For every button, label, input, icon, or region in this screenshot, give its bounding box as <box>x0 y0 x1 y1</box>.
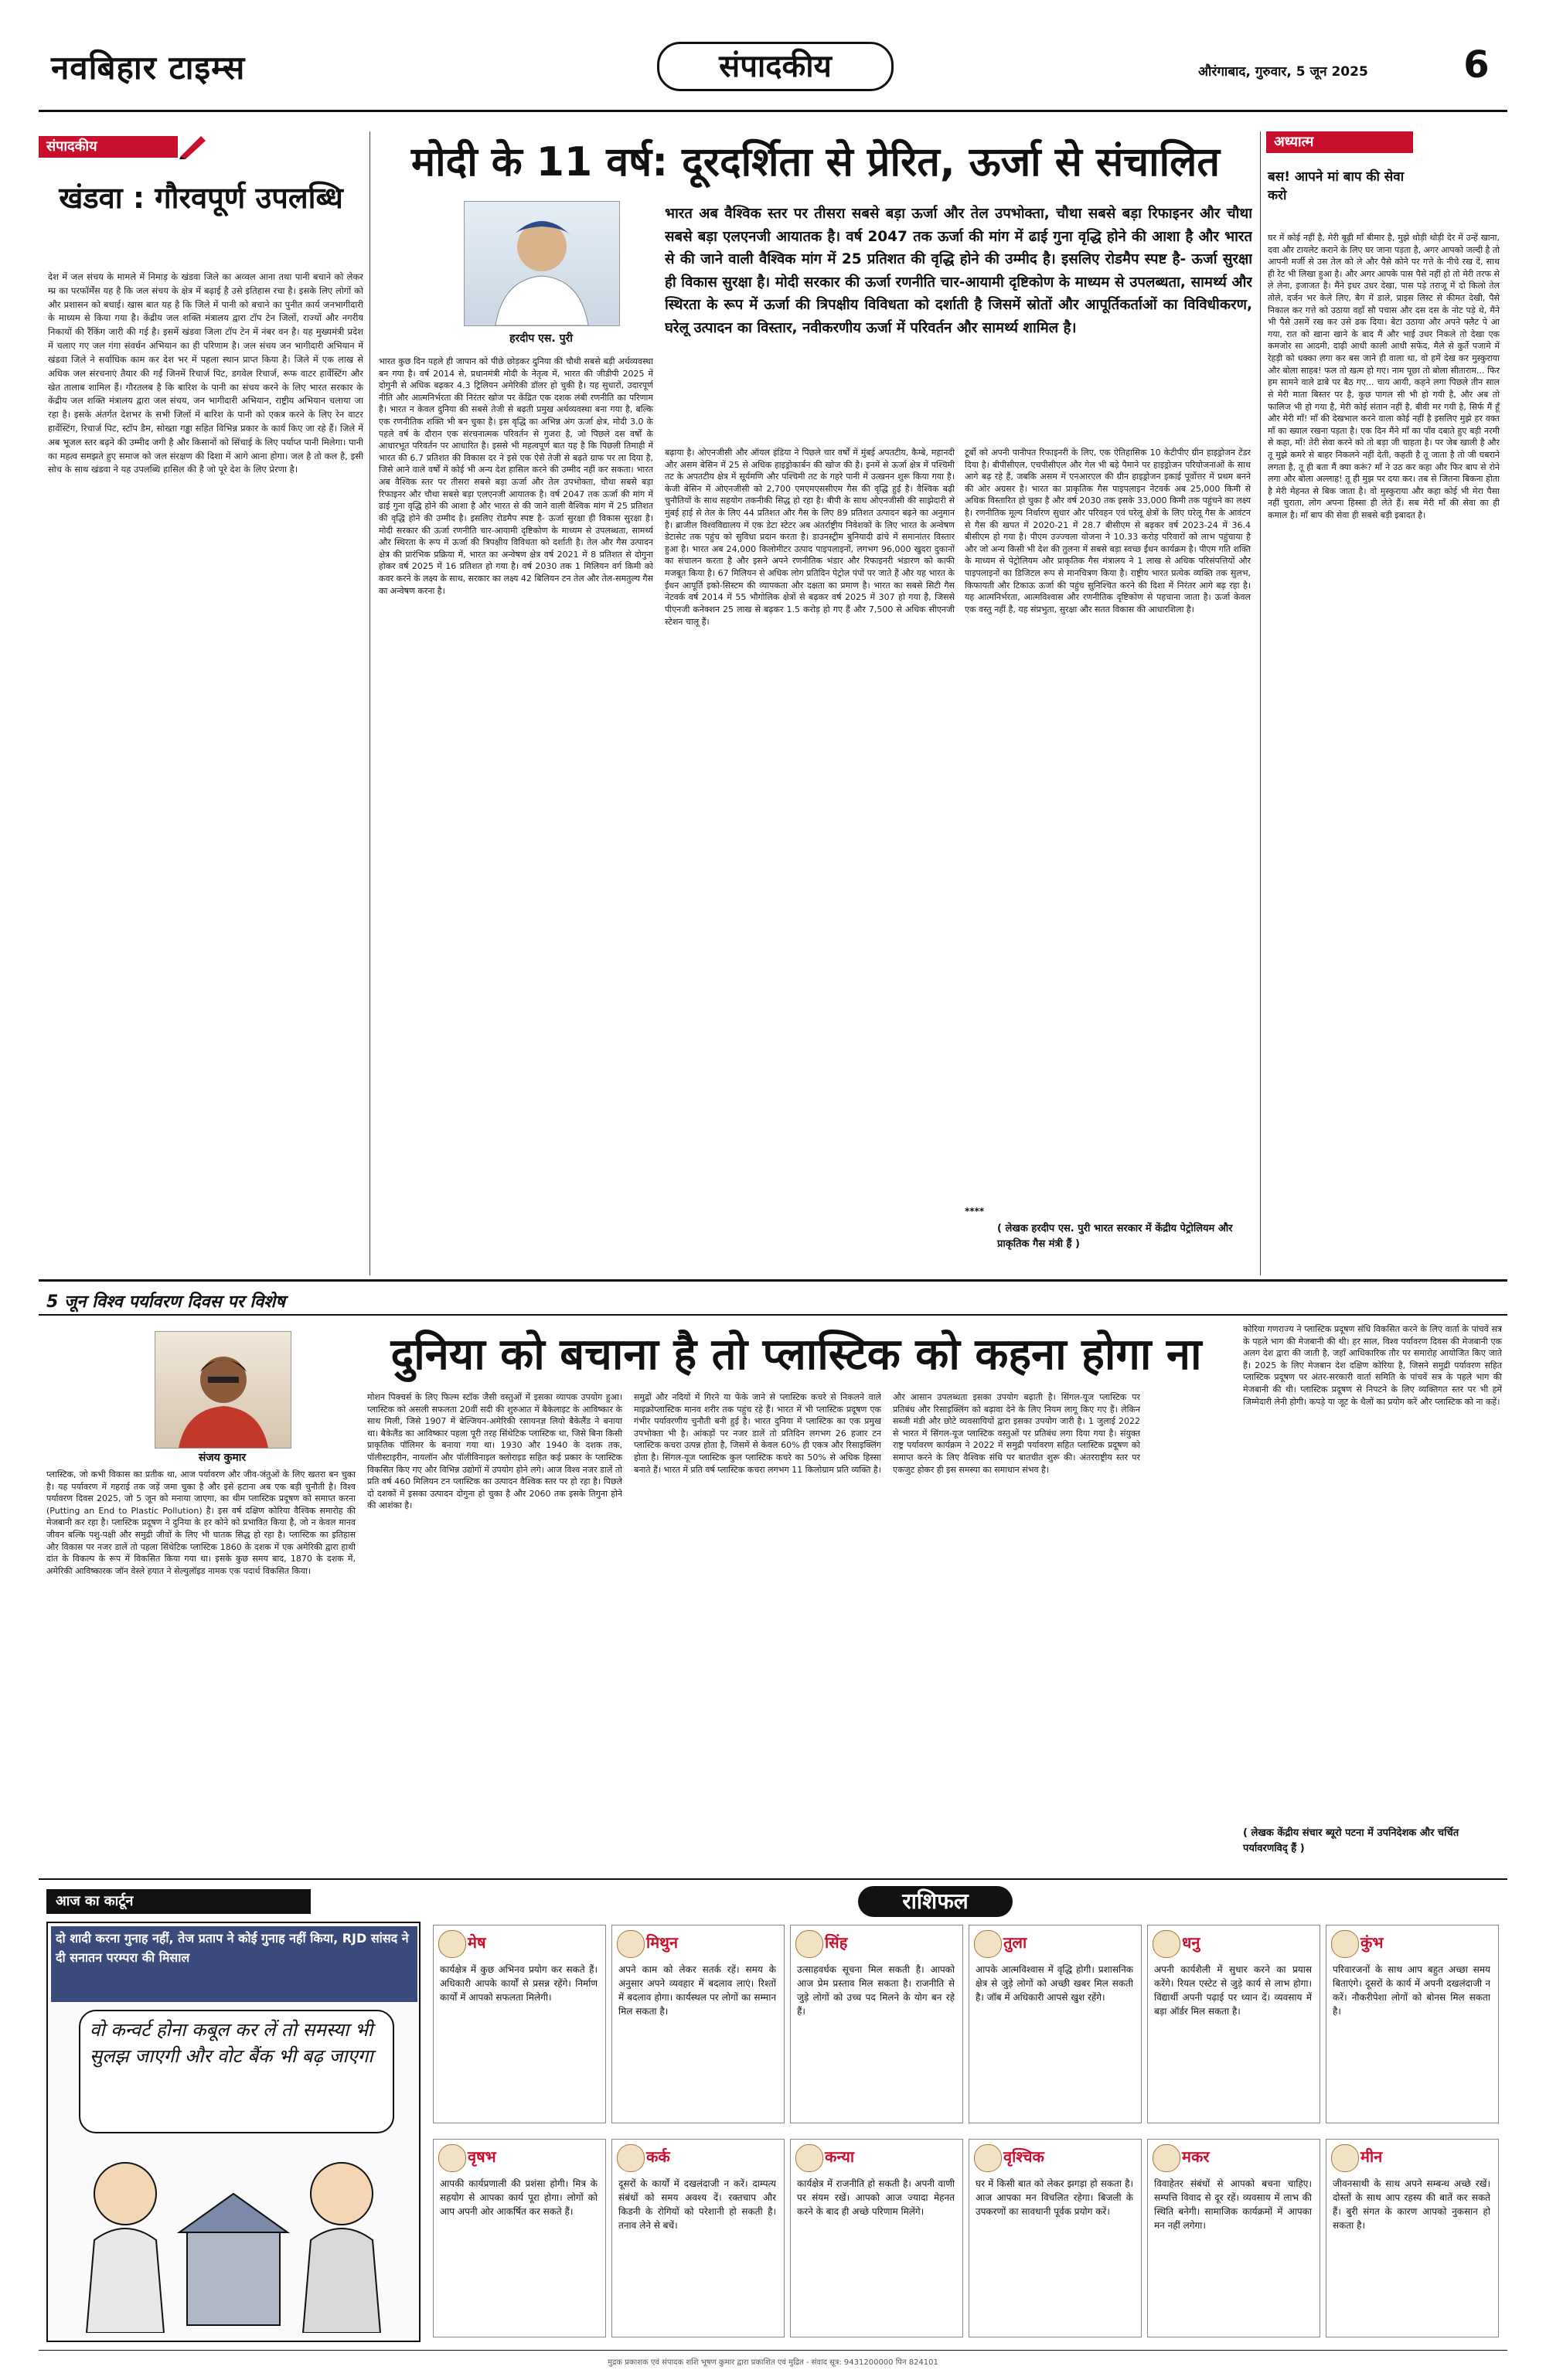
zodiac-text: विवाहेतर संबंधों से आपको बचना चाहिए। सम्पत्ति विवाद से दूर रहें। व्यवसाय में लाभ की स्थिति बनेगी। सामाजिक कार्यक्रमों में आपका मन नहीं लगेगा। <box>1154 2178 1312 2231</box>
horoscope-title: राशिफल <box>858 1886 1013 1917</box>
zodiac-name: मकर <box>1182 2147 1210 2166</box>
zodiac-name: मीन <box>1360 2147 1383 2166</box>
zodiac-icon <box>974 1930 1002 1958</box>
env-author-photo <box>155 1331 291 1449</box>
spiritual-headline: बस! आपने मां बाप की सेवा करो <box>1268 169 1405 203</box>
lead-author-note: ( लेखक हरदीप एस. पुरी भारत सरकार में केंद्रीय पेट्रोलियम और प्राकृतिक गैस मंत्री हैं ) <box>997 1223 1233 1250</box>
zodiac-text: कार्यक्षेत्र में कुछ अभिनव प्रयोग कर सकते हैं। अधिकारी आपके कार्यों से प्रसन्न रहेंगे। निर्माण कार्यों में आपको सफलता मिलेगी। <box>440 1964 598 2003</box>
horoscope-box <box>969 1925 1142 2123</box>
horoscope-box <box>790 1925 963 2123</box>
masthead <box>39 31 1507 108</box>
zodiac-text: आपकी कार्यप्रणाली की प्रशंसा होगी। मित्र के सहयोग से आपका कार्य पूरा होगा। लोगों को आप अपनी ओर आकर्षित कर सकते हैं। <box>440 2178 598 2217</box>
zodiac-icon <box>617 2144 645 2172</box>
zodiac-name: वृषभ <box>468 2147 496 2166</box>
horoscope-box <box>1326 2139 1499 2337</box>
zodiac-text: दूसरों के कार्यों में दखलंदाजी न करें। दाम्पत्य संबंधों को समय अवश्य दें। रक्तचाप और किडनी के रोगियों को परेशानी हो सकती है। तनाव लेने से बचें। <box>618 2178 776 2231</box>
lead-col-1: भारत कुछ दिन पहले ही जापान को पीछे छोड़कर दुनिया की चौथी सबसे बड़ी अर्थव्यवस्था बन गया है। वर्ष 2014 से, प्रधानमंत्री मोदी के नेतृत्व में, भारत की जीडीपी 2025 में दोगुनी से अधिक बढ़कर 4.3 ट्रिलियन अमेरिकी डॉलर हो चुकी है। यह सुधारों, उदारपूर्ण नीति और आत्मनिर्भरता की निरंतर खोज पर केंद्रित एक दशक लंबी रणनीति का परिणाम है। भारत न केवल दुनिया की सबसे तेजी से बढ़ती प्रमुख अर्थव्यवस्था बना गया है, बल्कि एक रणनीतिक शक्ति भी बन चुका है। इस वृद्धि का अभिन्न अंग ऊर्जा क्षेत्र, मोदी 3.0 के पहले वर्ष के दौरान एक संरचनात्मक परिवर्तन से गुजरा है, जो पिछले दस वर्षों के आधारभूत परिवर्तन पर आधारित है। इससे भी महत्वपूर्ण बात यह है कि पिछली तिमाही में भारत की 6.7 प्रतिशत की विकास दर ने इसे एक ऐसे तेजी से बढ़ते ग्राफ पर ला दिया है, जिसे आने वाले वर्षों में कोई भी अन्य देश हासिल करने की उम्मीद नहीं कर सकता। भारत अब वैश्विक स्तर पर तीसरा सबसे बड़ा ऊर्जा और तेल उपभोक्ता, चौथा सबसे बड़ा रिफाइनर और चौथा सबसे बड़ा एलएनजी आयातक है। वर्ष 2047 तक ऊर्जा की मांग में ढाई गुना वृद्धि होने की आशा है और भारत से की जाने वाली वैश्विक मांग में 25 प्रतिशत की वृद्धि होने की उम्मीद है। इसलिए रोडमैप स्पष्ट है- ऊर्जा सुरक्षा ही विकास सुरक्षा है। मोदी सरकार की ऊर्जा रणनीति चार-आयामी दृष्टिकोण के माध्यम से उपलब्धता, सामर्थ्य और स्थिरता के रूप में ऊर्जा की त्रिपक्षीय विविधता को दर्शाती है। तेल और गैस उत्पादन क्षेत्र की प्रारंभिक प्रक्रिया में, भारत का अन्वेषण क्षेत्र वर्ष 2021 में 8 प्रतिशत से दोगुना होकर वर्ष 2025 में 16 प्रतिशत हो गया है। वर्ष 2030 तक 1 मिलियन वर्ग किमी को कवर करने के लक्ष्य के साथ, सरकार का लक्ष्य 42 बिलियन टन तेल और तेल-समतुल्य गैस का अन्वेषण करना है। <box>379 356 653 596</box>
horoscope-box <box>433 1925 606 2123</box>
horoscope-box <box>1326 1925 1499 2123</box>
zodiac-icon <box>1153 1930 1180 1958</box>
speech-bubble: वो कन्वर्ट होना कबूल कर लें तो समस्या भी सुलझ जाएगी और वोट बैंक भी बढ़ जाएगा <box>79 2010 394 2133</box>
zodiac-text: घर में किसी बात को लेकर झगड़ा हो सकता है। आज आपका मन विचलित रहेगा। बिजली के उपकरणों का सावधानी पूर्वक प्रयोग करें। <box>976 2178 1133 2217</box>
zodiac-name: वृश्चिक <box>1003 2147 1044 2166</box>
section-divider <box>39 1279 1507 1282</box>
env-col-4: और आसान उपलब्धता इसका उपयोग बढ़ाती है। सिंगल-यूज प्लास्टिक पर प्रतिबंध और रिसाइक्लिंग को बढ़ावा देने के लिए नियम लागू किए गए हैं। लेकिन सब्जी मंडी और छोटे व्यवसायियों द्वारा इसका उपयोग जारी है। 1 जुलाई 2022 से भारत में सिंगल-यूज प्लास्टिक वस्तुओं पर प्रतिबंध लगा दिया गया है। संयुक्त राष्ट्र पर्यावरण कार्यक्रम ने 2022 में समुद्री पर्यावरण सहित प्लास्टिक प्रदूषण को समाप्त करने के लिए वैश्विक संधि पर बातचीत शुरू की। अंतरराष्ट्रीय स्तर पर एकजुट होकर ही इस समस्या का समाधान संभव है। <box>893 1392 1140 1475</box>
zodiac-name: मिथुन <box>646 1933 679 1952</box>
zodiac-icon <box>1153 2144 1180 2172</box>
editorial-headline: खंडवा : गौरवपूर्ण उपलब्धि <box>59 181 343 215</box>
column-rule <box>369 131 370 1275</box>
cartoon-drawing <box>56 2140 411 2333</box>
cartoon-box <box>46 1922 421 2342</box>
footer-rule <box>39 2350 1507 2351</box>
zodiac-text: अपनी कार्यशैली में सुधार करने का प्रयास करेंगे। रियल एस्टेट से जुड़े कार्य से लाभ होगा। विद्यार्थी अपनी पढ़ाई पर ध्यान दें। व्यवसाय में बड़ा ऑर्डर मिल सकता है। <box>1154 1964 1312 2017</box>
editorial-tag: संपादकीय <box>39 136 178 158</box>
zodiac-icon <box>795 2144 823 2172</box>
lead-headline: मोदी के 11 वर्ष: दूरदर्शिता से प्रेरित, ऊर्जा से संचालित <box>411 139 1220 186</box>
cartoon-tag: आज का कार्टून <box>46 1889 311 1914</box>
env-col-3: समुद्रों और नदियों में गिरने या फेंके जाने से प्लास्टिक कचरे से निकलने वाले माइक्रोप्लास्टिक मानव शरीर तक पहुंच रहे हैं। भारत में भी प्लास्टिक प्रदूषण एक गंभीर पर्यावरणीय चुनौती बनी हुई है। भारत दुनिया में प्लास्टिक का एक प्रमुख उपभोक्ता भी है। आंकड़ों पर नजर डालें तो प्रतिदिन लगभग 26 हजार टन प्लास्टिक कचरा उत्पन्न होता है, जिसमें से केवल 60% ही एकत्र और रिसाइक्लिंग होता है। सिंगल-यूज प्लास्टिक कुल प्लास्टिक कचरे का 50% से अधिक हिस्सा बनाते हैं। भारत में प्रति वर्ष प्लास्टिक कचरा लगभग 11 किलोग्राम प्रति व्यक्ति है। <box>634 1392 881 1475</box>
horoscope-box <box>433 2139 606 2337</box>
horoscope-box <box>1147 2139 1320 2337</box>
zodiac-name: मेष <box>468 1933 486 1952</box>
zodiac-name: धनु <box>1182 1933 1200 1952</box>
zodiac-text: उत्साहवर्धक सूचना मिल सकती है। आपको आज प्रेम प्रस्ताव मिल सकता है। राजनीति से जुड़े लोगों को उच्च पद मिलने के योग बन रहे हैं। <box>797 1964 955 2017</box>
author-caption: हरदीप एस. पुरी <box>509 332 573 345</box>
horoscope-box <box>1147 1925 1320 2123</box>
env-headline: दुनिया को बचाना है तो प्लास्टिक को कहना होगा ना <box>390 1330 1202 1380</box>
zodiac-name: कन्या <box>825 2147 855 2166</box>
horoscope-grid <box>433 1925 1503 2342</box>
section-divider <box>39 1878 1507 1880</box>
zodiac-icon <box>617 1930 645 1958</box>
lead-standfirst: भारत अब वैश्विक स्तर पर तीसरा सबसे बड़ा ऊर्जा और तेल उपभोक्ता, चौथा सबसे बड़ा रिफाइनर और चौथा सबसे बड़ा एलएनजी आयातक है। वर्ष 2047 तक ऊर्जा की मांग में ढाई गुना वृद्धि होने की आशा है और भारत से की जाने वाली वैश्विक मांग में 25 प्रतिशत की वृद्धि होने की उम्मीद है। इसलिए रोडमैप स्पष्ट है- ऊर्जा सुरक्षा ही विकास सुरक्षा है। मोदी सरकार की ऊर्जा रणनीति चार-आयामी दृष्टिकोण के माध्यम से उपलब्धता, सामर्थ्य और स्थिरता के रूप में ऊर्जा की त्रिपक्षीय विविधता को दर्शाती है जिसमें स्रोतों और आपूर्तिकर्ताओं का विविधीकरण, घरेलू उत्पादन का विस्तार, नवीकरणीय ऊर्जा में परिवर्तन और सामर्थ्य शामिल है। <box>665 206 1252 336</box>
editorial-body: देश में जल संचय के मामले में निमाड़ के खंडवा जिले का अव्वल आना तथा पानी बचाने को लेकर म्प्र का परफॉर्मेंस यह है कि जल संचय के क्षेत्र में बढ़ाई है उसे इतिहास रचा है। इसके लिए लोगों को और प्रशासन को बधाई। खास बात यह है कि जिले में पानी को बचाने का पुनीत कार्य जनभागीदारी के माध्यम से किया गया है। केंद्रीय जल शक्ति मंत्रालय द्वारा टॉप टेन जिलों, राज्यों और नगरीय निकायों की रैंकिंग जारी की गई है। इसमें खंडवा जिला टॉप टेन में नंबर वन है। यह मुख्यमंत्री प्रदेश में चलाए गए जल गंगा संवर्धन अभियान का ही परिणाम है। जल संचय जन भागीदारी अभियान में खंडवा जिले ने सर्वाधिक काम कर देश भर में पहला स्थान प्राप्त किया है। जिले में एक लाख से अधिक जल संरचनाएं तैयार की गईं जिनमें रिचार्ज पिट, डगवेल रिचार्ज, रूफ वाटर हार्वेस्टिंग और खेत तालाब शामिल हैं। गौरतलब है कि बारिश के पानी का संचय करने के लिए भारत सरकार के केंद्रीय जल शक्ति मंत्रालय द्वारा जल संचय, जन भागीदारी अभियान, राष्ट्रीय अभियान चलाया जा रहा है। इसके अंतर्गत देशभर के सभी जिलों में बारिश के पानी को एकत्र करने के लिए रेन वाटर हार्वेस्टिंग, रिचार्ज पिट, स्टॉप डैम, सोख्ता गड्ढा सहित विभिन्न प्रकार के कार्य किए जा रहे हैं। जिले में अब भूजल स्तर बढ़ने की उम्मीद जगी है और किसानों को सिंचाई के लिए पर्याप्त पानी मिलेगा। पानी का महत्व समझते हुए समाज को जल संरक्षण की दिशा में आगे आना होगा। जल है तो कल है, इसी सोच के साथ खंडवा ने यह उपलब्धि हासिल की है जो पूरे देश के लिए प्रेरणा है। <box>48 271 363 475</box>
paper-name: नवबिहार टाइम्स <box>51 49 246 87</box>
page-number: 6 <box>1463 43 1490 87</box>
zodiac-icon <box>1331 2144 1359 2172</box>
env-col-2: मोशन पिक्चर्स के लिए फिल्म स्टॉक जैसी वस्तुओं में इसका व्यापक उपयोग हुआ। प्लास्टिक को असली सफलता 20वीं सदी की शुरुआत में बैकेलाइट के आविष्कार के साथ मिली, जिसे 1907 में बेल्जियन-अमेरिकी रसायनज्ञ लियो बैकेलैंड ने बनाया था। बैकेलैंड का आविष्कार पहला पूरी तरह सिंथेटिक प्लास्टिक था, जिसे बिना किसी प्राकृतिक पॉलिमर के बनाया गया था। 1930 और 1940 के दशक तक, पॉलीस्टाइरीन, नायलॉन और पॉलीविनाइल क्लोराइड सहित कई प्रकार के प्लास्टिक विकसित किए गए और विभिन्न उद्योगों में उपयोग होने लगे। आज विश्व नजर डालें तो प्रति वर्ष 460 मिलियन टन प्लास्टिक का उत्पादन वैश्विक स्तर पर हो रहा है। पिछले दो दशकों में इसका उत्पादन दोगुना हो चुका है और 2060 तक इसके तिगुना होने की आशंका है। <box>367 1392 622 1511</box>
zodiac-icon <box>1331 1930 1359 1958</box>
env-kicker: 5 जून विश्व पर्यावरण दिवस पर विशेष <box>46 1292 285 1312</box>
section-title: संपादकीय <box>657 42 894 91</box>
env-col-1: प्लास्टिक, जो कभी विकास का प्रतीक था, आज पर्यावरण और जीव-जंतुओं के लिए खतरा बन चुका है। यह पर्यावरण में गहराई तक जड़ें जमा चुका है और इसे हटाना अब एक बड़ी चुनौती है। विश्व पर्यावरण दिवस 2025, जो 5 जून को मनाया जाएगा, का थीम प्लास्टिक प्रदूषण को समाप्त करना (Putting an End to Plastic Pollution) है। इस वर्ष दक्षिण कोरिया वैश्विक समारोह की मेजबानी कर रहा है। प्लास्टिक प्रदूषण ने दुनिया के हर कोने को प्रभावित किया है, जो न केवल मानव जीवन बल्कि पशु-पक्षी और समुद्री जीवों के लिए भी घातक सिद्ध हो रहा है। प्लास्टिक का इतिहास और विकास पर नजर डालें तो पहला सिंथेटिक प्लास्टिक 1860 के दशक में एक अमेरिकी द्वारा हाथी दांत के विकल्प के रूप में विकसित किया गया था। इसके कुछ समय बाद, 1870 के दशक में, अमेरिकी आविष्कारक जॉन वेस्ले हयात ने सेल्युलॉइड नामक एक पदार्थ विकसित किया। <box>46 1469 356 1576</box>
zodiac-name: सिंह <box>825 1933 848 1952</box>
zodiac-icon <box>438 2144 466 2172</box>
zodiac-name: कर्क <box>646 2147 670 2166</box>
cartoon-banner: दो शादी करना गुनाह नहीं, तेज प्रताप ने कोई गुनाह नहीं किया, RJD सांसद ने दी सनातन परम्परा की मिसाल <box>51 1926 417 2002</box>
zodiac-text: आपके आत्मविश्वास में वृद्धि होगी। प्रशासनिक क्षेत्र से जुड़े लोगों को अच्छी खबर मिल सकती है। जॉब में अधिकारी आपसे खुश रहेंगे। <box>976 1964 1133 2003</box>
zodiac-icon <box>438 1930 466 1958</box>
zodiac-icon <box>974 2144 1002 2172</box>
env-author-note: ( लेखक केंद्रीय संचार ब्यूरो पटना में उपनिदेशक और चर्चित पर्यावरणविद् हैं ) <box>1243 1827 1459 1854</box>
env-author-caption: संजय कुमार <box>198 1452 247 1464</box>
masthead-divider <box>39 110 1507 112</box>
dateline: औरंगाबाद, गुरुवार, 5 जून 2025 <box>1198 64 1368 80</box>
spiritual-tag: अध्यात्म <box>1266 131 1413 153</box>
zodiac-text: अपने काम को लेकर सतर्क रहें। समय के अनुसार अपने व्यवहार में बदलाव लाएं। रिश्तों में बदलाव होगा। कार्यस्थल पर लोगों का सम्मान मिल सकता है। <box>618 1964 776 2017</box>
lead-signoff: **** <box>965 1206 985 1217</box>
footer-press-line: मुद्रक प्रकाशक एवं संपादक शशि भूषण कुमार द्वारा प्रकाशित एवं मुद्रित - संवाद सूत्र: 9431200000 पिन 824101 <box>608 2358 938 2367</box>
pen-icon <box>178 133 209 159</box>
horoscope-box <box>611 2139 785 2337</box>
kicker-underline <box>39 1314 1507 1316</box>
env-col-5: कोरिया गणराज्य ने प्लास्टिक प्रदूषण संधि विकसित करने के लिए वार्ता के पांचवें सत्र के पहले भाग की मेजबानी की थी। हर साल, विश्व पर्यावरण दिवस की मेजबानी एक अलग देश द्वारा की जाती है, जहाँ आधिकारिक तौर पर समारोह आयोजित किए जाते हैं। 2025 के लिए मेजबान देश दक्षिण कोरिया है, जिसने समुद्री पर्यावरण सहित प्लास्टिक प्रदूषण पर अंतर-सरकारी वार्ता समिति के पांचवें सत्र के पहले भाग की मेजबानी की थी। प्लास्टिक प्रदूषण से निपटने के लिए व्यक्तिगत स्तर पर भी हमें जिम्मेदारी लेनी होगी। कपड़े या जूट के थैलों का प्रयोग करें और प्लास्टिक को ना कहें। <box>1243 1324 1502 1407</box>
zodiac-name: तुला <box>1003 1933 1027 1952</box>
lead-col-3: टूर्बो को अपनी पानीपत रिफाइनरी के लिए, एक ऐतिहासिक 10 केटीपीए ग्रीन हाइड्रोजन टेंडर दिया है। बीपीसीएल, एचपीसीएल और गेल भी बड़े पैमाने पर हाइड्रोजन परियोजनाओं के साथ आगे बढ़ रहे हैं, जबकि असम में एनआरएल की ग्रीन हाइड्रोजन इकाई पूर्वोत्तर में प्रथम बनने की ओर अग्रसर है। भारत का प्राकृतिक गैस पाइपलाइन नेटवर्क अब 25,000 किमी से अधिक विस्तारित हो चुका है और वर्ष 2030 तक इसके 33,000 किमी तक पहुंचने का लक्ष्य है। रणनीतिक मूल्य निर्धारण सुधार और परिवहन एवं घरेलू क्षेत्रों के लिए घरेलू गैस के आवंटन से गैस की खपत में 2020-21 में 28.7 बीसीएम से बढ़कर वर्ष 2023-24 में 36.4 बीसीएम हो गया है। पीएम उज्ज्वला योजना ने 10.33 करोड़ परिवारों को लाभ पहुंचाया है और जो अन्य किसी भी देश की तुलना में सबसे बड़ा स्वच्छ ईंधन कार्यक्रम है। पीएम गति शक्ति के माध्यम से पेट्रोलियम और प्राकृतिक गैस मंत्रालय ने 1 लाख से अधिक परिसंपत्तियों और पाइपलाइनों का डिजिटल रूप से मानचित्रण किया है। राष्ट्रीय भारत प्रत्येक व्यक्ति तक सुलभ, किफायती और टिकाऊ ऊर्जा की पहुंच सुनिश्चित करने की दिशा में निरंतर आगे बढ़ रहा है। यह आत्मनिर्भरता, आत्मविश्वास और रणनीतिक दृष्टिकोण से पहचाना जाता है। ऊर्जा केवल एक वस्तु नहीं है, यह संप्रभुता, सुरक्षा और सतत विकास की आधारशिला है। <box>965 448 1251 615</box>
author-photo <box>464 201 620 326</box>
zodiac-text: जीवनसाथी के साथ अपने सम्बन्ध अच्छे रखें। दोस्तों के साथ आप रहस्य की बातें कर सकते हैं। बुरी संगत के कारण आपको नुकसान हो सकता है। <box>1333 2178 1490 2231</box>
horoscope-box <box>969 2139 1142 2337</box>
lead-col-2: बढ़ाया है। ओएनजीसी और ऑयल इंडिया ने पिछले चार वर्षों में मुंबई अपतटीय, कैम्बे, महानदी और असम बेसिन में 25 से अधिक हाइड्रोकार्बन की खोज की है। इनमें से ऊर्जा क्षेत्र में पश्चिमी तट के अपतटीय क्षेत्र में सूर्यमणि और पश्चिमी तट के गहरे पानी में उत्खनन शुरू किया गया है। केजी बेसिन में ओएनजीसी को 2,700 एमएमएससीएम गैस की वृद्धि हुई है। वैश्विक बढ़ी चुनौतियों के साथ सहयोग तकनीकी सिद्ध हो रहा है। बीपी के साथ ओएनजीसी की साझेदारी से मुंबई हाई से तेल के लिए 44 प्रतिशत और गैस के लिए 89 प्रतिशत उत्पादन बढ़ने का अनुमान है। ब्राजील विश्वविद्यालय में एक डेटा स्टेटर अब अंतर्राष्ट्रीय निवेशकों के लिए भारत के अन्वेषण डेटासेट तक पहुंच को सुविधा प्रदान करता है। डाउनस्ट्रीम बुनियादी ढांचे में समानांतर विस्तार हुआ है। भारत अब 24,000 किलोमीटर उत्पाद पाइपलाइनों, लगभग 96,000 खुदरा दुकानों का संचालन करता है और इसने अपने रणनीतिक भंडार और रिफाइनरी भंडारण को काफी मजबूत किया है। 67 मिलियन से अधिक लोग प्रतिदिन पेट्रोल पंपों पर जाते हैं और यह भारत के ईंधन आपूर्ति इको-सिस्टम की व्यापकता और दक्षता का प्रमाण है। भारत का सबसे सिटी गैस नेटवर्क वर्ष 2014 में 55 भौगोलिक क्षेत्रों से बढ़कर वर्ष 2025 में 307 हो गया है, जिससे पीएनजी कनेक्शन 25 लाख से बढ़कर 1.5 करोड़ हो गए हैं और 7,500 से अधिक सीएनजी स्टेशन चालू हैं। <box>665 448 955 627</box>
horoscope-box <box>611 1925 785 2123</box>
zodiac-icon <box>795 1930 823 1958</box>
spiritual-body: घर में कोई नहीं है, मेरी बूढ़ी माँ बीमार है, मुझे थोड़ी थोड़ी देर में उन्हें खाना, दवा और टायलेट कराने के लिए घर जाना पड़ता है, अगर आपको जल्दी है तो आपनी मर्जी से उस तेल को ले और पैसे कोने पर गत्ते के नीचे रख दें, साथ ही रेट भी लिखा हुआ है। और अगर आपके पास पैसे नहीं हो तो मेरी तरफ से ले लेना, इजाजत है। मैंने इधर उधर देखा, पास पड़े तराजू में दो किलो तेल तोले, दर्जन भर केले लिए, बैग में डाले, प्राइस लिस्ट से कीमत देखी, पैसे निकाल कर गत्ते को उठाया वहाँ सौ पचास और दस दस के नोट पड़े थे, मैंने भी पैसे उसमें रख कर उसे ढक दिया। बेटा उठाया और अपने फ्लैट पे आ गया, रात को खाना खाने के बाद मैं और भाई उधर निकले तो देखा एक कमजोर सा आदमी, दाढ़ी आधी काली आधी सफेद, मैले से कुर्ते पजामे में रेहड़ी को धक्का लगा कर बस जाने ही वाला था, वो हमें देख कर मुस्कुराया और बोला साहब! फल तो खत्म हो गए। नाम पूछा तो बोला सीताराम... फिर हम सामने वाले ढाबे पर बैठ गए... चाय आयी, कहने लगा पिछले तीन साल से मेरी माता बिस्तर पर है, कुछ पागल सी भी हो गयी है, और अब तो फालिज भी हो गया है, मेरी कोई संतान नहीं है, बीवी मर गयी है, सिर्फ मैं हूँ और मेरी माँ! माँ की देखभाल करने वाला कोई नहीं है इसलिए मुझे हर वक्त माँ का ख्याल रखना पड़ता है। एक दिन मैंने माँ का पाँव दबाते हुए बड़ी नरमी से कहा, माँ! तेरी सेवा करने को तो बड़ा जी चाहता है। पर जेब खाली है और तू मुझे कमरे से बाहर निकलने नहीं देती, कहती है तू जाता है तो जी घबराने लगता है, तू ही बता मैं क्या करूं? माँ ने उठ कर कहा और फिर बाप से रोने लगा और बोला अल्लाह! तू ही मुझ पर दया कर। तब से जितना बिकना होता है मेरी मेहनत से बिक जाता है। वो मुस्कुराया और कहा कोई भी मेरा पैसा नहीं चुराता, लोग अपना हिस्सा ही लेते हैं। सब मेरी माँ की सेवा का ही कमाल है। माँ बाप की सेवा ही सबसे बड़ी इबादत है। <box>1268 233 1500 521</box>
zodiac-text: कार्यक्षेत्र में राजनीति हो सकती है। अपनी वाणी पर संयम रखें। आपको आज ज्यादा मेहनत करने के बाद ही अच्छे परिणाम मिलेंगे। <box>797 2178 955 2217</box>
zodiac-name: कुंभ <box>1360 1933 1384 1952</box>
horoscope-box <box>790 2139 963 2337</box>
column-rule <box>1260 131 1261 1275</box>
zodiac-text: परिवारजनों के साथ आप बहुत अच्छा समय बिताएंगे। दूसरों के कार्य में अपनी दखलंदाजी न करें। नौकरीपेशा लोगों को बोनस मिल सकता है। <box>1333 1964 1490 2017</box>
